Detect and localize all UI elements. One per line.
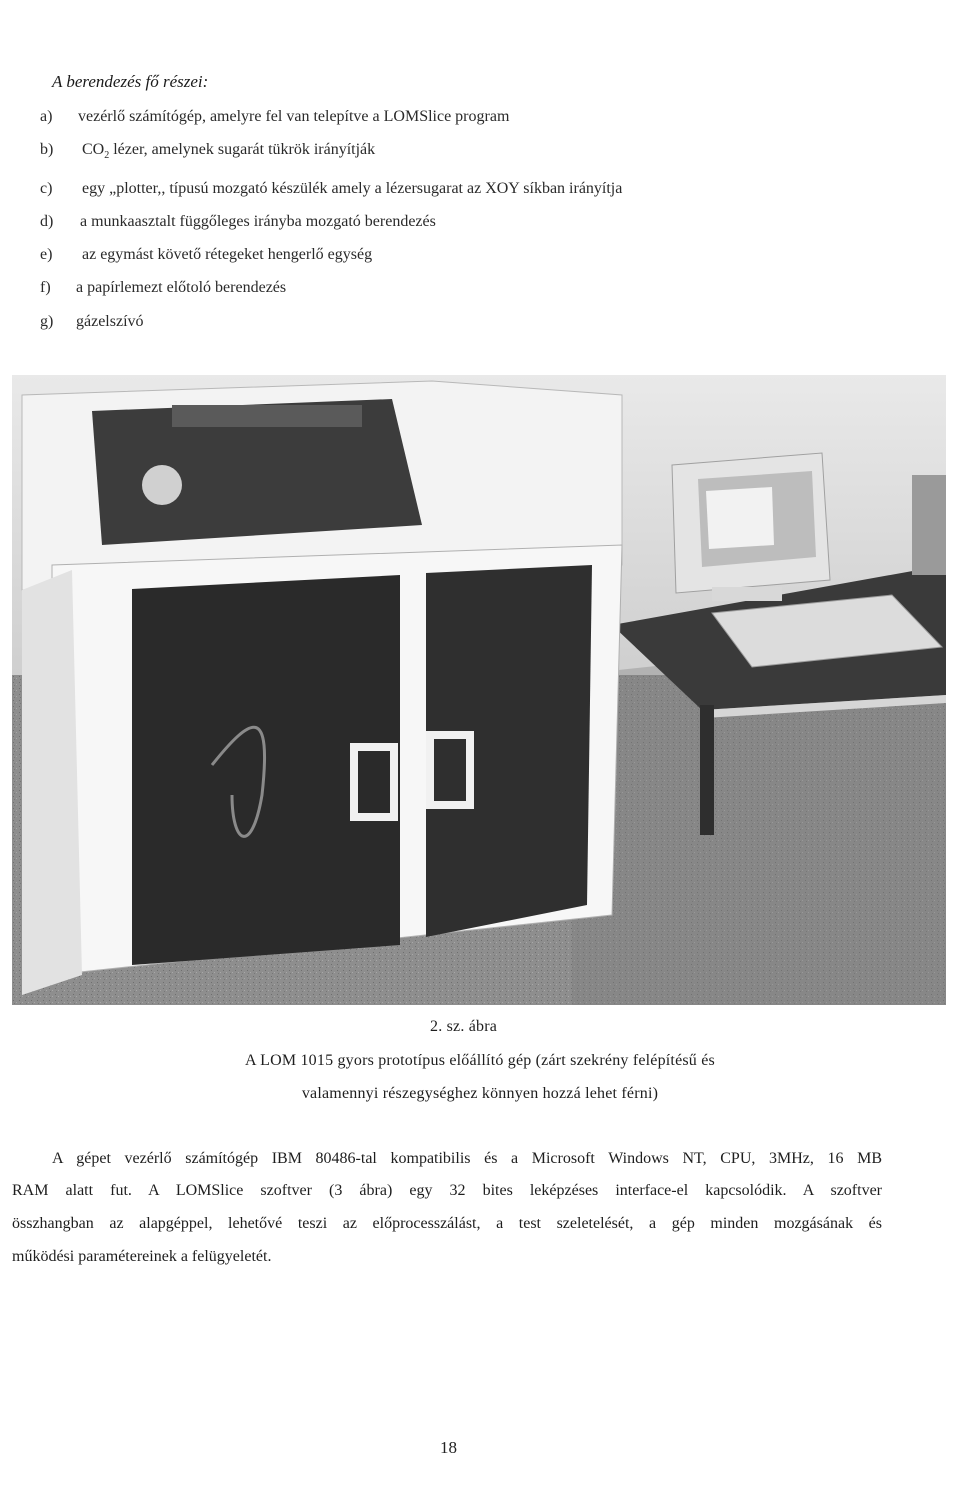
list-marker: a) [40,108,53,125]
cabinet-door-left [132,575,400,965]
machine-vent [172,405,362,427]
list-marker: g) [40,313,54,330]
cabinet-door-right [426,565,592,937]
list-text: a papírlemezt előtoló berendezés [76,279,287,296]
list-item [40,313,144,331]
machine-dial [142,465,182,505]
list-text: vezérlő számítógép, amelyre fel van telepítve a LOMSlice program [78,108,510,125]
list-text: gázelszívó [76,313,144,330]
list-item [40,246,372,264]
subscript-2: 2 [104,150,110,162]
figure-caption-line-2: valamennyi részegységhez könnyen hozzá lehet férni) [301,1085,659,1102]
monitor-window [706,487,774,549]
paragraph-line-3: összhangban az alapgéppel, lehetővé teszi az előprocesszálást, a test szeletelését, a gép minden mozgásának és [12,1215,882,1232]
cabinet-left-side [22,570,82,995]
paragraph-line-4: működési paramétereinek a felügyeletét. [12,1248,272,1265]
list-item [40,213,436,231]
list-item [40,279,286,297]
list-text [82,141,375,161]
figure-caption-line-1: A LOM 1015 gyors prototípus előállító gép (zárt szekrény felépítésű és [245,1052,715,1069]
list-item [40,141,375,161]
lom-machine-photo [12,375,946,1005]
section-heading: A berendezés fő részei: [52,72,209,91]
list-text-rest: lézer, amelynek sugarát tükrök irányítják [109,141,376,158]
list-text: az egymást követő rétegeket hengerlő egység [82,246,373,263]
monitor-stand [712,587,782,601]
paragraph-line-2: RAM alatt fut. A LOMSlice szoftver (3 ábra) egy 32 bites leképzéses interface-el kapcsolódik. A szoftver [12,1182,882,1199]
figure-label: 2. sz. ábra [430,1018,498,1035]
desk-leg [700,705,714,835]
wall-panel [912,475,946,575]
list-text: egy „plotter,, típusú mozgató készülék amely a lézersugarat az XOY síkban irányítja [82,180,623,197]
list-marker: c) [40,180,53,197]
list-marker: d) [40,213,54,230]
page-number: 18 [440,1438,457,1457]
list-item [40,108,509,126]
list-marker: b) [40,141,54,158]
list-text: a munkaasztalt függőleges irányba mozgató berendezés [80,213,436,230]
list-marker: f) [40,279,51,296]
list-marker: e) [40,246,53,263]
paragraph-line-1: A gépet vezérlő számítógép IBM 80486-tal kompatibilis és a Microsoft Windows NT, CPU, 3MHz, 16 MB [52,1150,882,1167]
co-text: CO [82,141,105,158]
list-item [40,180,622,198]
